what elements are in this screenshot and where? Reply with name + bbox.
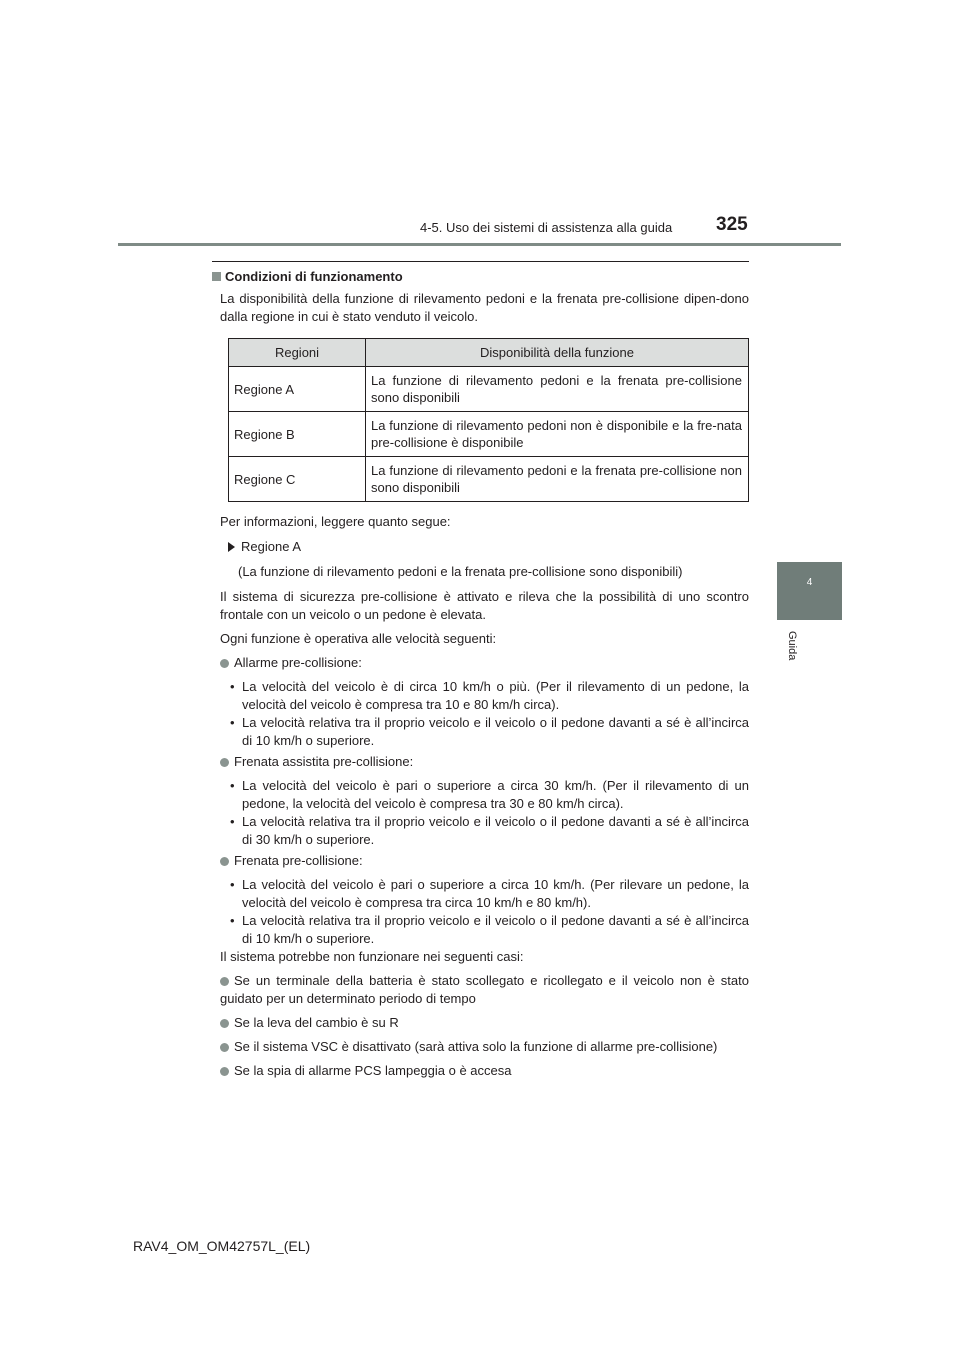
section-heading: [212, 268, 749, 286]
case-item-text: Se la spia di allarme PCS lampeggia o è accesa: [234, 1063, 512, 1078]
sub-item: [230, 813, 749, 849]
bullet-mark: •: [230, 679, 235, 694]
region-table: [228, 338, 749, 502]
bullet-mark: •: [230, 814, 235, 829]
chapter-number: 4: [806, 577, 813, 588]
bullet-mark: •: [230, 778, 235, 793]
function-title-text: Allarme pre-collisione:: [234, 655, 362, 670]
table-header-availability: Disponibilità della funzione: [366, 339, 749, 367]
table-cell-availability: La funzione di rilevamento pedoni e la frenata pre-collisione non sono disponibili: [366, 457, 749, 502]
sub-item: [230, 714, 749, 750]
function-title: [212, 852, 749, 870]
region-note: (La funzione di rilevamento pedoni e la frenata pre-collisione sono disponibili): [238, 564, 683, 579]
table-cell-availability: La funzione di rilevamento pedoni non è disponibile e la fre-nata pre-collisione è disponibile: [366, 412, 749, 457]
bullet-mark: •: [230, 913, 235, 928]
footer-code: RAV4_OM_OM42757L_(EL): [133, 1238, 311, 1254]
chapter-label-wrap: [786, 631, 800, 671]
table-cell-region: Regione A: [229, 367, 366, 412]
table-cell-region: Regione B: [229, 412, 366, 457]
header-rule: [118, 243, 841, 246]
chapter-tab: [777, 562, 842, 620]
intro-paragraph: La disponibilità della funzione di rilevamento pedoni e la frenata pre-collisione dipen-dono dalla regione in cui è stato venduto il veicolo.: [220, 291, 749, 324]
function-item: [212, 753, 749, 849]
info-line: Per informazioni, leggere quanto segue:: [220, 514, 451, 529]
sub-item: [230, 777, 749, 813]
sub-item-text: La velocità del veicolo è pari o superiore a circa 30 km/h. (Per il rilevamento di un pedone, la velocità del veicolo è compresa tra 30 e 80 km/h circa).: [242, 778, 749, 811]
round-bullet-icon: [220, 1019, 229, 1028]
round-bullet-icon: [220, 1043, 229, 1052]
bullet-mark: •: [230, 877, 235, 892]
region-item-text: Regione A: [241, 539, 301, 554]
region-item: [212, 538, 749, 556]
table-row: [229, 412, 749, 457]
paragraph-3: Il sistema potrebbe non funzionare nei seguenti casi:: [220, 949, 524, 964]
sub-item-text: La velocità relativa tra il proprio veicolo e il veicolo o il pedone davanti a sé è all’incirca di 10 km/h o superiore.: [242, 913, 749, 946]
function-title: [212, 753, 749, 771]
case-item-text: Se il sistema VSC è disattivato (sarà attiva solo la funzione di allarme pre-collisione): [234, 1039, 718, 1054]
chapter-label: Guida: [786, 631, 798, 661]
table-row: [229, 367, 749, 412]
sub-item-text: La velocità relativa tra il proprio veicolo e il veicolo o il pedone davanti a sé è all’incirca di 30 km/h o superiore.: [242, 814, 749, 847]
sub-item-text: La velocità relativa tra il proprio veicolo e il veicolo o il pedone davanti a sé è all’incirca di 10 km/h o superiore.: [242, 715, 749, 748]
square-bullet-icon: [212, 272, 221, 281]
sub-item-text: La velocità del veicolo è pari o superiore a circa 10 km/h. (Per rilevare un pedone, la velocità del veicolo è compresa tra circa 10 km/h e 80 km/h).: [242, 877, 749, 910]
table-row: [229, 457, 749, 502]
case-item: [212, 972, 749, 1008]
function-title-text: Frenata assistita pre-collisione:: [234, 754, 414, 769]
main-content: [212, 268, 749, 1080]
function-title: [212, 654, 749, 672]
case-item-text: Se la leva del cambio è su R: [234, 1015, 399, 1030]
case-item: [212, 1062, 749, 1080]
section-rule: [212, 261, 749, 262]
triangle-bullet-icon: [228, 542, 235, 552]
function-item: [212, 654, 749, 750]
case-item: [212, 1038, 749, 1056]
table-cell-availability: La funzione di rilevamento pedoni e la frenata pre-collisione sono disponibili: [366, 367, 749, 412]
round-bullet-icon: [220, 857, 229, 866]
header-section-title: 4-5. Uso dei sistemi di assistenza alla guida: [420, 220, 673, 235]
case-item: [212, 1014, 749, 1032]
page-number: 325: [716, 214, 748, 235]
section-heading-text: Condizioni di funzionamento: [225, 269, 403, 284]
function-item: [212, 852, 749, 948]
table-header-row: [229, 339, 749, 367]
case-item-text: Se un terminale della batteria è stato scollegato e ricollegato e il veicolo non è stato guidato per un determinato periodo di tempo: [220, 973, 749, 1006]
sub-item-text: La velocità del veicolo è di circa 10 km/h o più. (Per il rilevamento di un pedone, la velocità del veicolo è compresa tra 10 e 80 km/h circa).: [242, 679, 749, 712]
round-bullet-icon: [220, 659, 229, 668]
sub-item: [230, 912, 749, 948]
bullet-mark: •: [230, 715, 235, 730]
table-header-region: Regioni: [229, 339, 366, 367]
paragraph-1: Il sistema di sicurezza pre-collisione è attivato e rileva che la possibilità di uno scontro frontale con un veicolo o un pedone è elevata.: [220, 589, 749, 622]
table-cell-region: Regione C: [229, 457, 366, 502]
paragraph-2: Ogni funzione è operativa alle velocità seguenti:: [220, 631, 497, 646]
sub-item: [230, 678, 749, 714]
round-bullet-icon: [220, 758, 229, 767]
function-title-text: Frenata pre-collisione:: [234, 853, 363, 868]
round-bullet-icon: [220, 1067, 229, 1076]
round-bullet-icon: [220, 977, 229, 986]
sub-item: [230, 876, 749, 912]
